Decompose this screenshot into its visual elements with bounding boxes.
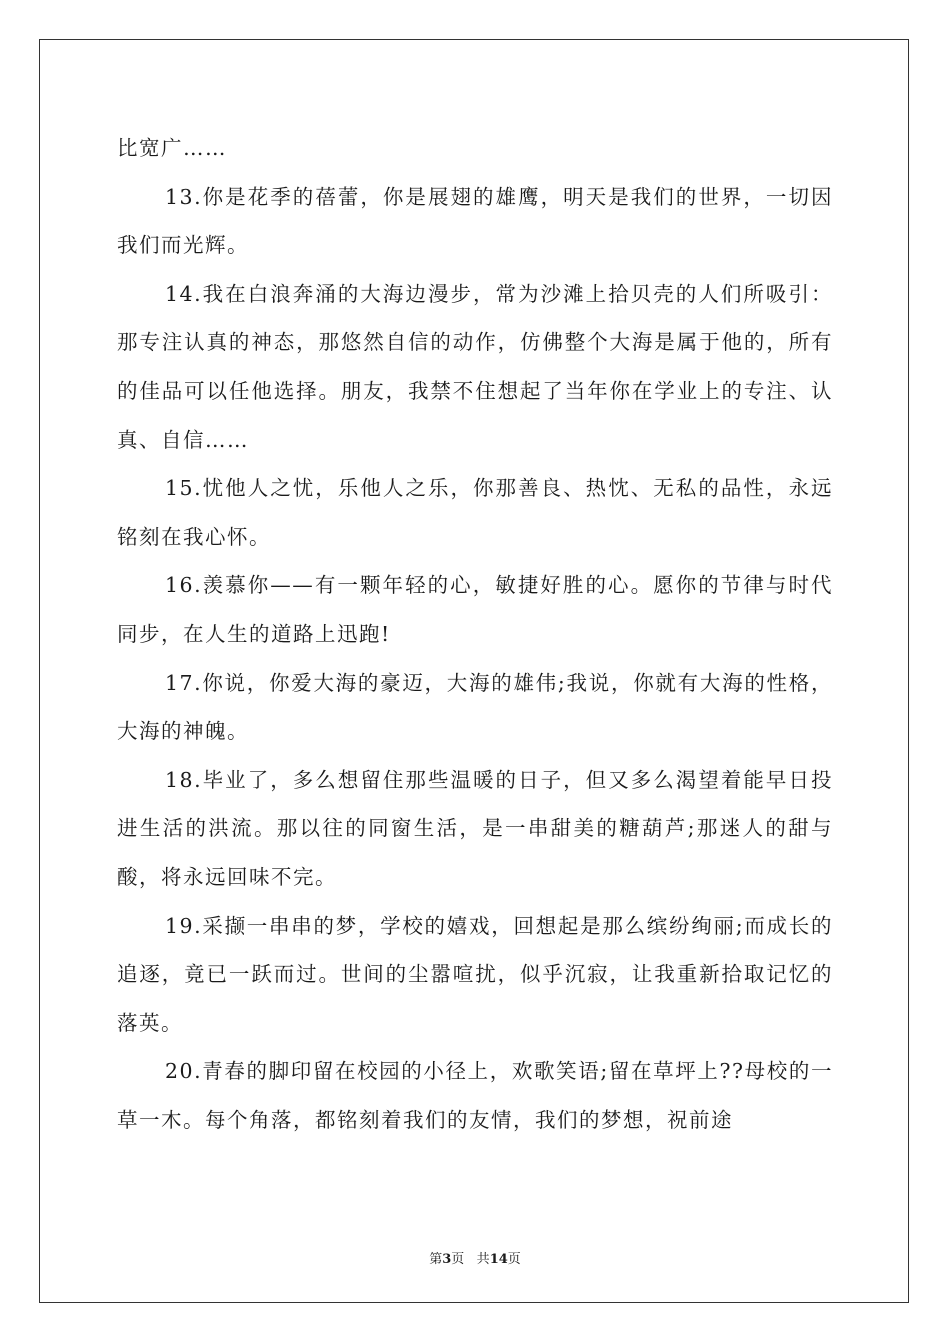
footer-total-prefix: 共: [476, 1252, 490, 1267]
paragraph-16: 16.羡慕你——有一颗年轻的心，敏捷好胜的心。愿你的节律与时代同步，在人生的道路上迅跑!: [117, 573, 833, 646]
paragraph-13: 13.你是花季的蓓蕾，你是展翅的雄鹰，明天是我们的世界，一切因我们而光辉。: [117, 184, 833, 258]
footer-prefix: 第: [429, 1252, 443, 1267]
paragraph-continuation: 比宽广……: [117, 136, 227, 160]
document-body: [117, 124, 833, 1144]
paragraph-17: 17.你说，你爱大海的豪迈，大海的雄伟;我说，你就有大海的性格，大海的神魄。: [117, 670, 833, 744]
footer-total-unit: 页: [507, 1252, 521, 1267]
paragraph-19: 19.采撷一串串的梦，学校的嬉戏，回想起是那么缤纷绚丽;而成长的追逐，竟已一跃而过。世间的尘嚣喧扰，似乎沉寂，让我重新拾取记忆的落英。: [117, 913, 833, 1035]
page-footer: [0, 1248, 950, 1267]
paragraph-14: 14.我在白浪奔涌的大海边漫步，常为沙滩上拾贝壳的人们所吸引：那专注认真的神态，那悠然自信的动作，仿佛整个大海是属于他的，所有的佳品可以任他选择。朋友，我禁不住想起了当年你在学业上的专注、认真、自信……: [117, 281, 833, 452]
paragraph-15: 15.忧他人之忧，乐他人之乐，你那善良、热忱、无私的品性，永远铭刻在我心怀。: [117, 476, 833, 549]
footer-page-unit: 页: [451, 1252, 465, 1267]
footer-page-number: 3: [442, 1252, 452, 1267]
footer-total-pages: 14: [489, 1252, 508, 1267]
paragraph-20: 20.青春的脚印留在校园的小径上，欢歌笑语;留在草坪上??母校的一草一木。每个角落，都铭刻着我们的友情，我们的梦想，祝前途: [117, 1059, 833, 1132]
paragraph-18: 18.毕业了，多么想留住那些温暖的日子，但又多么渴望着能早日投进生活的洪流。那以往的同窗生活，是一串甜美的糖葫芦;那迷人的甜与酸，将永远回味不完。: [117, 767, 833, 889]
